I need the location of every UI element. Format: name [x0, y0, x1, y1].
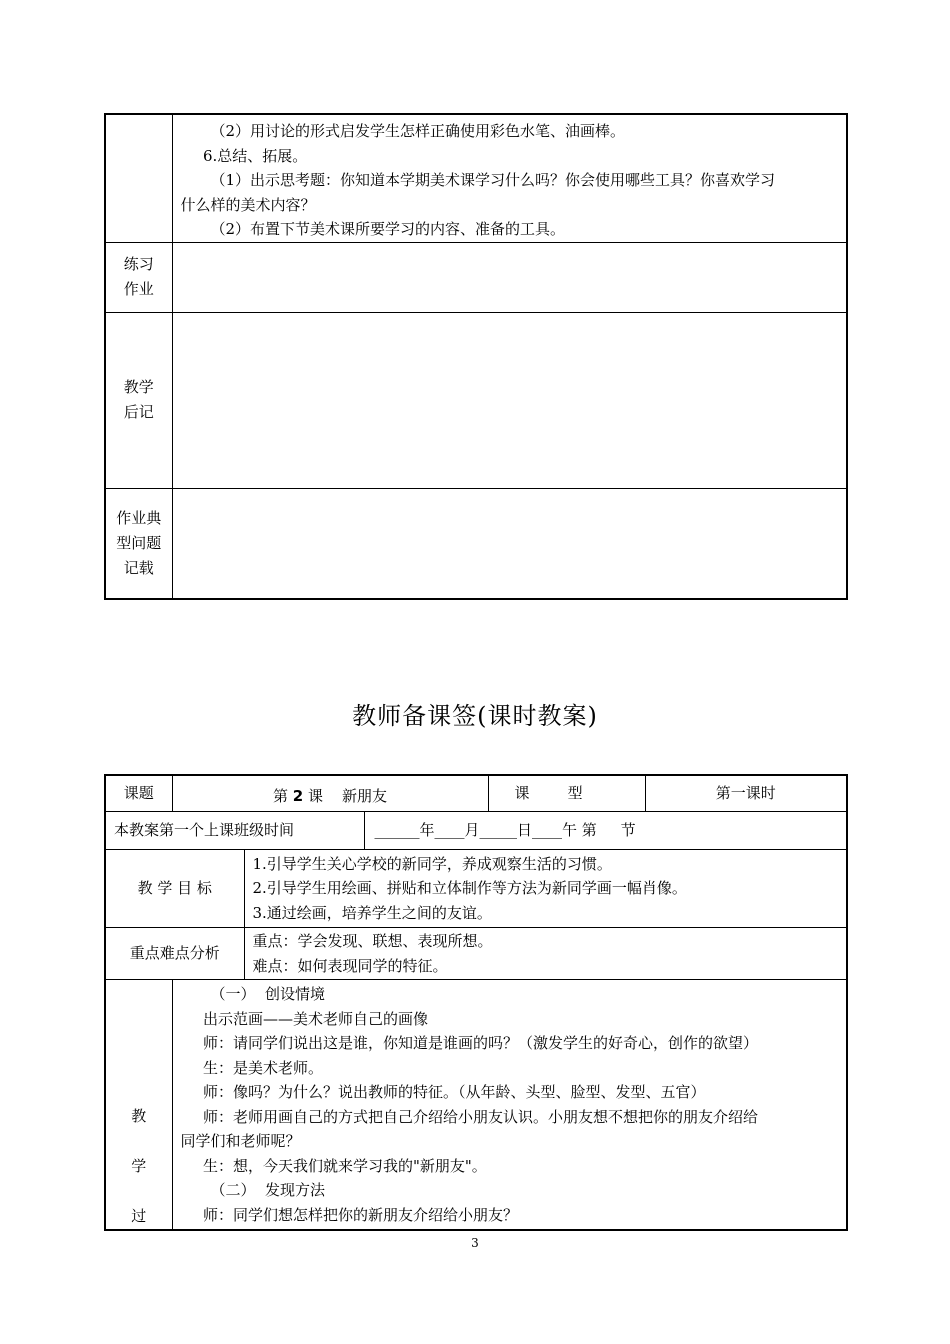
process-line-10: 师：同学们想怎样把你的新朋友介绍给小朋友？	[203, 1205, 519, 1224]
process-line-5: 师：像吗？为什么？说出教师的特征。（从年龄、头型、脸型、发型、五官）	[203, 1083, 706, 1101]
continued-line-4: 什么样的美术内容？	[180, 195, 316, 214]
process-label	[105, 980, 172, 1231]
key-points-content	[244, 928, 847, 980]
process-content	[172, 980, 847, 1231]
class-time-value: ______年____月_____日____午 第 节	[364, 811, 847, 849]
reflection-label-line-1: 教学	[123, 378, 154, 396]
lesson-type-label: 课 型	[488, 775, 645, 811]
process-line-7: 同学们和老师呢？	[180, 1132, 301, 1150]
lesson-table	[104, 774, 848, 1231]
key-points-label: 重点难点分析	[105, 928, 244, 980]
process-line-9: （二） 发现方法	[210, 1181, 326, 1199]
process-label-3: 过	[131, 1207, 147, 1225]
practice-homework-label	[105, 242, 172, 312]
goal-3: 3.通过绘画，培养学生之间的友谊。	[252, 903, 492, 922]
topic-value	[172, 775, 488, 811]
reflection-label-line-2: 后记	[123, 403, 154, 421]
problem-label-line-2: 型问题	[116, 533, 162, 552]
page-number: 3	[471, 1236, 479, 1250]
process-line-6: 师：老师用画自己的方式把自己介绍给小朋友认识。小朋友想不想把你的朋友介绍给	[203, 1107, 759, 1126]
continued-line-3: （1）出示思考题：你知道本学期美术课学习什么吗？你会使用哪些工具？你喜欢学习	[210, 171, 776, 189]
key-point-1: 重点：学会发现、联想、表现所想。	[252, 932, 493, 950]
teaching-reflection-content	[172, 312, 847, 488]
process-line-2: 出示范画——美术老师自己的画像	[203, 1009, 429, 1028]
continued-line-1: （2）用讨论的形式启发学生怎样正确使用彩色水笔、油画棒。	[210, 122, 626, 140]
goal-1: 1.引导学生关心学校的新同学，养成观察生活的习惯。	[252, 854, 612, 873]
class-time-label: 本教案第一个上课班级时间	[105, 811, 364, 849]
practice-homework-content	[172, 242, 847, 312]
process-label-1: 教	[131, 1107, 147, 1125]
teaching-reflection-label	[105, 312, 172, 488]
continued-line-2: 6.总结、拓展。	[203, 146, 308, 165]
process-line-4: 生：是美术老师。	[203, 1058, 324, 1077]
top-table	[104, 113, 848, 600]
process-line-8: 生：想，今天我们就来学习我的"新朋友"。	[203, 1156, 487, 1175]
topic-suffix: 课 新朋友	[307, 787, 388, 805]
homework-problem-content	[172, 488, 847, 599]
page-title: 教师备课签(课时教案)	[352, 702, 598, 730]
process-line-3: 师：请同学们说出这是谁，你知道是谁画的吗？（激发学生的好奇心，创作的欲望）	[203, 1034, 759, 1052]
continued-line-5: （2）布置下节美术课所要学习的内容、准备的工具。	[210, 220, 566, 238]
continued-content	[172, 114, 847, 242]
goals-content	[244, 849, 847, 928]
practice-label-line-2: 作业	[123, 280, 154, 298]
continued-label-cell	[105, 114, 172, 242]
problem-label-line-1: 作业典	[116, 508, 162, 527]
goals-label: 教 学 目 标	[105, 849, 244, 928]
process-line-1: （一） 创设情境	[210, 985, 326, 1003]
topic-label: 课题	[105, 775, 172, 811]
key-point-2: 难点：如何表现同学的特征。	[252, 956, 448, 975]
topic-number: 2	[292, 787, 304, 805]
lesson-type-value: 第一课时	[645, 775, 847, 811]
homework-problem-label	[105, 488, 172, 599]
practice-label-line-1: 练习	[123, 255, 154, 273]
goal-2: 2.引导学生用绘画、拼贴和立体制作等方法为新同学画一幅肖像。	[252, 879, 687, 897]
topic-prefix: 第	[272, 787, 288, 805]
process-label-2: 学	[131, 1157, 147, 1175]
problem-label-line-3: 记载	[123, 558, 154, 577]
